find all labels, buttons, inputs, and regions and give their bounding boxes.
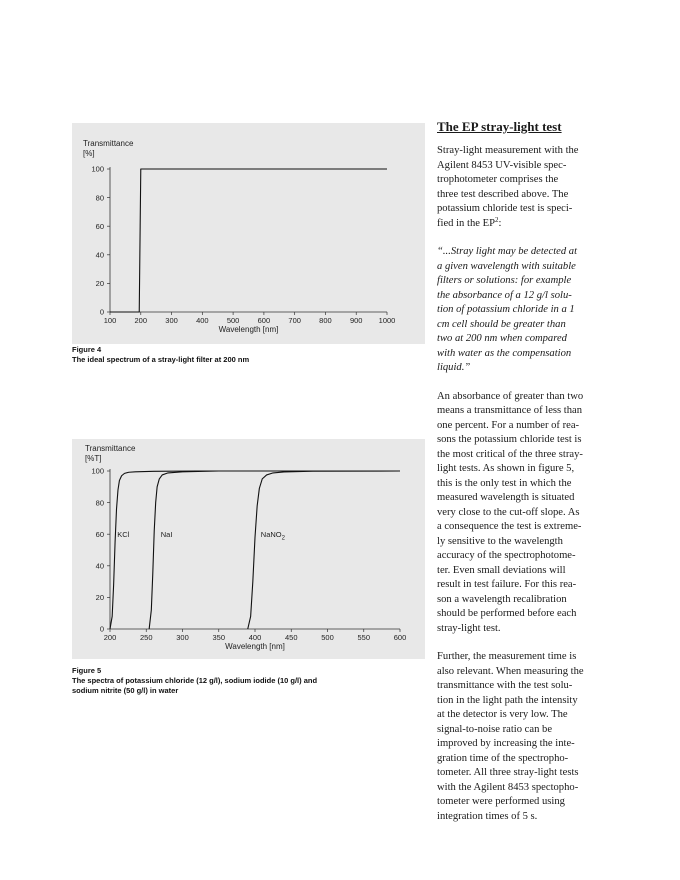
paragraph-line: transmittance with the test solu-: [437, 680, 573, 691]
x-tick-label: 400: [248, 633, 262, 642]
paragraph-line: potassium chloride test is speci-: [437, 203, 573, 214]
series-label-subscript: 2: [281, 535, 285, 542]
x-tick-label: 450: [284, 633, 298, 642]
x-axis-label: Wavelength [nm]: [218, 325, 279, 334]
paragraph-line: liquid.”: [437, 362, 471, 373]
paragraph-line: Agilent 8453 UV-visible spec-: [437, 159, 567, 171]
series-line-nai: [149, 471, 400, 629]
paragraph-line: two at 200 nm when compared: [437, 333, 567, 344]
x-tick-label: 100: [103, 316, 117, 325]
y-tick-label: 80: [95, 193, 104, 203]
paragraph-line: tion of potassium chloride in a 1: [437, 304, 575, 315]
section-heading: The EP stray-light test: [437, 119, 562, 134]
y-axis-label: Transmittance: [83, 139, 134, 148]
series-label-nai: [161, 530, 173, 539]
x-tick-label: 500: [226, 316, 240, 325]
x-tick-label: 900: [349, 316, 363, 325]
y-tick-label: 60: [95, 529, 104, 539]
paragraph-line: measured wavelength is situated: [437, 492, 575, 503]
figure-4-chart: [72, 123, 425, 344]
x-tick-label: 350: [212, 633, 226, 642]
y-tick-label: 60: [95, 221, 104, 231]
figure-4-panel: [72, 123, 425, 344]
paragraph-line: tion in the light path the intensity: [437, 694, 578, 706]
paragraph-line: should be performed before each: [437, 608, 577, 619]
paragraph-line: result in test failure. For this rea-: [437, 579, 577, 590]
y-tick-label: 20: [95, 279, 104, 289]
series-line-nano2: [248, 471, 400, 629]
paragraph-line: also relevant. When measuring the: [437, 665, 584, 677]
paragraph-line: Further, the measurement time is: [437, 651, 577, 662]
ep-quote: [437, 245, 612, 376]
paragraph-line: a given wavelength with suitable: [437, 260, 576, 272]
paragraph-measurement-time: [437, 650, 612, 824]
paragraph-intro: [437, 144, 612, 231]
paragraph-line: sons the potassium chloride test is: [437, 434, 582, 445]
y-tick-label: 100: [91, 466, 104, 476]
series-label-text: KCl: [117, 530, 130, 540]
x-tick-label: 550: [357, 633, 371, 642]
series-label-nano2: [261, 530, 286, 542]
paragraph-line: one percent. For a number of rea-: [437, 419, 580, 431]
article-column: [437, 118, 612, 838]
paragraph-absorbance: [437, 390, 612, 637]
y-tick-label: 40: [95, 561, 104, 571]
figure-5-caption-line: sodium nitrite (50 g/l) in water: [72, 686, 179, 695]
figure-5-panel: [72, 439, 425, 659]
series-label-text: NaNO: [260, 530, 282, 540]
y-axis-label: Transmittance: [85, 444, 136, 453]
paragraph-line: means a transmittance of less than: [437, 405, 583, 416]
paragraph-line: signal-to-noise ratio can be: [437, 723, 553, 735]
paragraph-line-text: :: [498, 217, 502, 229]
paragraph-line: cm cell should be greater than: [437, 318, 566, 330]
y-tick-label: 40: [95, 250, 104, 260]
series-label-kcl: [117, 530, 129, 539]
y-tick-label: 100: [91, 164, 104, 174]
x-tick-label: 500: [321, 633, 334, 642]
series-label-text: NaI: [160, 530, 173, 540]
paragraph-line: stray-light test.: [437, 622, 501, 634]
x-axis-label: Wavelength [nm]: [225, 642, 285, 651]
paragraph-line: the most critical of the three stray-: [437, 448, 583, 460]
x-tick-label: 700: [288, 316, 301, 325]
paragraph-line: at the detector is very low. The: [437, 709, 568, 720]
figure-5-caption-label: Figure 5: [72, 666, 102, 675]
paragraph-line: gration time of the spectropho-: [437, 752, 569, 764]
paragraph-line: with the Agilent 8453 spectopho-: [437, 781, 579, 793]
figure-4-caption-label: Figure 4: [72, 345, 102, 354]
x-tick-label: 300: [176, 633, 189, 642]
x-tick-label: 600: [257, 316, 271, 325]
y-axis-unit: [%]: [83, 149, 95, 158]
paragraph-line: ly sensitive to the wavelength: [437, 535, 563, 547]
x-tick-label: 400: [196, 316, 209, 325]
paragraph-line: tometer were performed using: [437, 796, 565, 807]
paragraph-line: integration times of 5 s.: [437, 810, 538, 822]
paragraph-line: accuracy of the spectrophotome-: [437, 550, 576, 561]
paragraph-line: the absorbance of a 12 g/l solu-: [437, 289, 572, 301]
figure-4-caption: [72, 345, 372, 365]
figure-5-caption-line: The spectra of potassium chloride (12 g/l), sodium iodide (10 g/l) and: [72, 676, 318, 685]
x-tick-label: 800: [319, 316, 332, 325]
x-tick-label: 200: [134, 316, 148, 325]
paragraph-line: light tests. As shown in figure 5,: [437, 463, 575, 474]
figure-5-chart: [72, 439, 425, 659]
paragraph-line-text: fied in the EP: [437, 217, 495, 229]
series-line-filter: [110, 169, 387, 312]
x-tick-label: 300: [165, 316, 178, 325]
footnote-ref: 2: [494, 215, 499, 224]
x-tick-label: 600: [393, 633, 407, 642]
paragraph-line: Stray-light measurement with the: [437, 145, 579, 156]
paragraph-line: with water as the compensation: [437, 347, 572, 359]
paragraph-line: a consequence the test is extreme-: [437, 521, 582, 532]
x-tick-label: 250: [139, 633, 153, 642]
paragraph-line: tometer. All three stray-light tests: [437, 767, 579, 778]
y-tick-label: 80: [95, 498, 104, 508]
x-tick-label: 200: [103, 633, 117, 642]
paragraph-line: [437, 217, 612, 232]
y-axis-unit: [%T]: [85, 454, 102, 463]
paragraph-line: “...Stray light may be detected at: [437, 246, 578, 257]
paragraph-line: this is the only test in which the: [437, 477, 572, 489]
paragraph-line: filters or solutions: for example: [437, 275, 572, 286]
paragraph-line: three test described above. The: [437, 188, 569, 200]
paragraph-line: improved by increasing the inte-: [437, 738, 575, 749]
x-tick-label: 1000: [378, 316, 396, 325]
y-tick-label: 20: [95, 593, 104, 603]
paragraph-line: son a wavelength recalibration: [437, 593, 567, 605]
y-tick-label: 0: [99, 307, 104, 317]
paragraph-line: ter. Even small deviations will: [437, 564, 566, 576]
figure-5-caption: [72, 666, 372, 696]
paragraph-line: very close to the cut-off slope. As: [437, 506, 580, 518]
y-tick-label: 0: [99, 624, 104, 634]
paragraph-line: An absorbance of greater than two: [437, 390, 584, 402]
figure-4-caption-text: The ideal spectrum of a stray-light filter at 200 nm: [72, 355, 250, 364]
paragraph-line: trophotometer comprises the: [437, 174, 559, 185]
